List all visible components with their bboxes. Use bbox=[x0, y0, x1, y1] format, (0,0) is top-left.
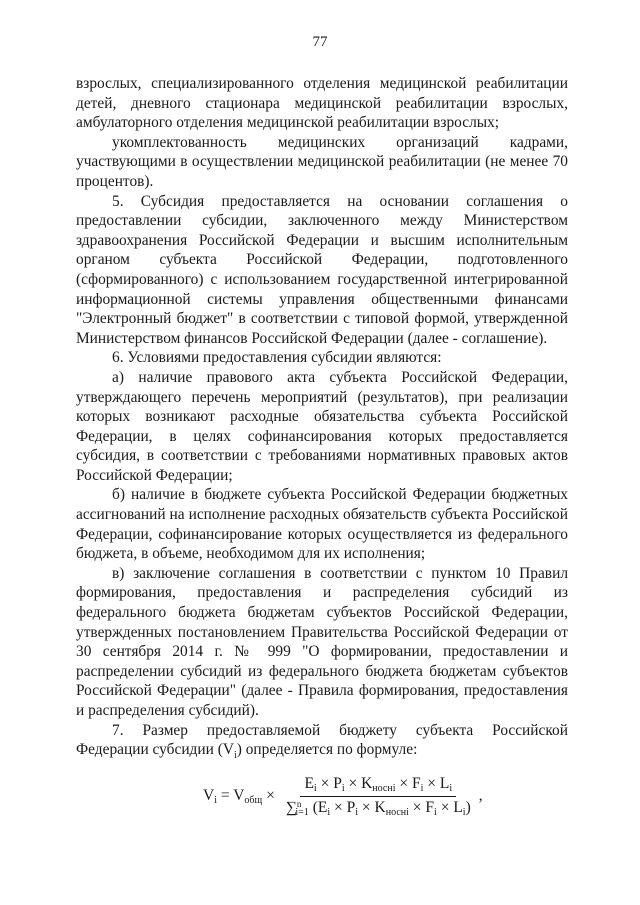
sub-i: i bbox=[355, 806, 359, 818]
var-v: V bbox=[203, 786, 215, 804]
sub-i: i bbox=[434, 806, 437, 818]
equals-sign: = bbox=[220, 786, 230, 804]
formula-fraction bbox=[282, 775, 475, 818]
paragraph: в) заключение соглашения в соответствии с пунктом 10 Правил формирования, предоставления и распределения субсидий из федерального бюджета бюджетам субъектов Российской Федерации, утвержденных постановлением Правительства Российской Федерации от 30 сентября 2014 г. № 999 "О формировании, предоставлении и распределении субсидий из федерального бюджета бюджетам субъектов Российской Федерации" (далее - Правила формирования, предоставления и распределения субсидий). bbox=[76, 564, 568, 719]
sub-i: i bbox=[327, 806, 331, 818]
formula-numerator bbox=[300, 775, 456, 797]
times-sign: × bbox=[427, 774, 436, 792]
formula-lhs bbox=[203, 787, 275, 806]
var-e: E bbox=[304, 774, 314, 792]
subscript: i bbox=[233, 750, 237, 762]
var-p: P bbox=[346, 798, 356, 816]
paragraph: 6. Условиями предоставления субсидии являются: bbox=[112, 349, 442, 367]
sub-i: i bbox=[214, 794, 217, 806]
page-number: 77 bbox=[312, 34, 328, 50]
times-sign: × bbox=[440, 798, 450, 816]
close-paren: ) bbox=[465, 798, 471, 816]
sub-i: i bbox=[420, 782, 424, 794]
var-p: P bbox=[333, 774, 342, 792]
formula-denominator bbox=[282, 797, 475, 818]
times-sign: × bbox=[348, 774, 358, 792]
paragraph: 5. Субсидия предоставляется на основании соглашения о предоставлении субсидии, заключенного между Министерством здравоохранения Российской Федерации и высшим исполнительным органом субъекта Российской Федерации, подготовленного (сформированного) с использованием государственной интегрированной информационной системы управления общественными финансами "Электронный бюджет" в соответствии с типовой формой, утвержденной Министерством финансов Российской Федерации (далее - соглашение). bbox=[76, 192, 568, 347]
var-e: E bbox=[317, 798, 328, 816]
times-sign: × bbox=[334, 798, 343, 816]
sub-total: общ bbox=[244, 794, 263, 806]
paragraph: укомплектованность медицинских организаций кадрами, участвующими в осуществлении медицинской реабилитации (не менее 70 процентов). bbox=[76, 133, 568, 190]
sub-nosni: носнi bbox=[372, 782, 396, 794]
var-f: F bbox=[411, 774, 421, 792]
sum-upper-limit: n bbox=[296, 798, 302, 809]
times-sign: × bbox=[399, 774, 409, 792]
var-l: L bbox=[453, 798, 463, 816]
times-sign: × bbox=[361, 798, 371, 816]
sum-symbol: ∑ bbox=[285, 798, 297, 816]
paragraph: б) наличие в бюджете субъекта Российской Федерации бюджетных ассигнований на исполнение расходных обязательств субъекта Российской Федерации, софинансирование которых осуществляется из федерального бюджета, в объеме, необходимом для их исполнения; bbox=[76, 486, 568, 563]
sum-lower-limit: i=1 bbox=[295, 806, 309, 818]
subsidy-formula bbox=[203, 766, 483, 826]
sub-i: i bbox=[341, 782, 345, 794]
paragraph: а) наличие правового акта субъекта Российской Федерации, утверждающего перечень мероприятий (результатов), при реализации которых возникают расходные обязательства субъекта Российской Федерации, в целях софинансирования которых предоставляется субсидия, в соответствии с требованиями нормативных правовых актов Российской Федерации; bbox=[76, 368, 568, 484]
sub-i: i bbox=[449, 782, 453, 794]
open-paren: ( bbox=[312, 798, 318, 816]
var-k: K bbox=[361, 774, 373, 792]
sub-i: i bbox=[313, 782, 317, 794]
var-l: L bbox=[439, 774, 450, 792]
var-v-total: V bbox=[233, 786, 245, 804]
times-sign: × bbox=[320, 774, 330, 792]
paragraph-text: 7. Размер предоставляемой бюджету субъекта Российской Федерации субсидии (V bbox=[76, 721, 568, 759]
paragraph bbox=[76, 721, 568, 766]
var-f: F bbox=[425, 798, 435, 816]
paragraph: взрослых, специализированного отделения медицинской реабилитации детей, дневного стационара медицинской реабилитации взрослых, амбулаторного отделения медицинской реабилитации взрослых; bbox=[76, 75, 568, 132]
paragraph-text: ) определяется по формуле: bbox=[236, 741, 418, 759]
document-body bbox=[76, 74, 568, 766]
times-sign: × bbox=[266, 786, 275, 804]
times-sign: × bbox=[412, 798, 422, 816]
var-k: K bbox=[374, 798, 386, 816]
sub-i: i bbox=[462, 806, 466, 818]
formula-comma: , bbox=[478, 787, 483, 804]
sub-nosni: носнi bbox=[385, 806, 409, 818]
